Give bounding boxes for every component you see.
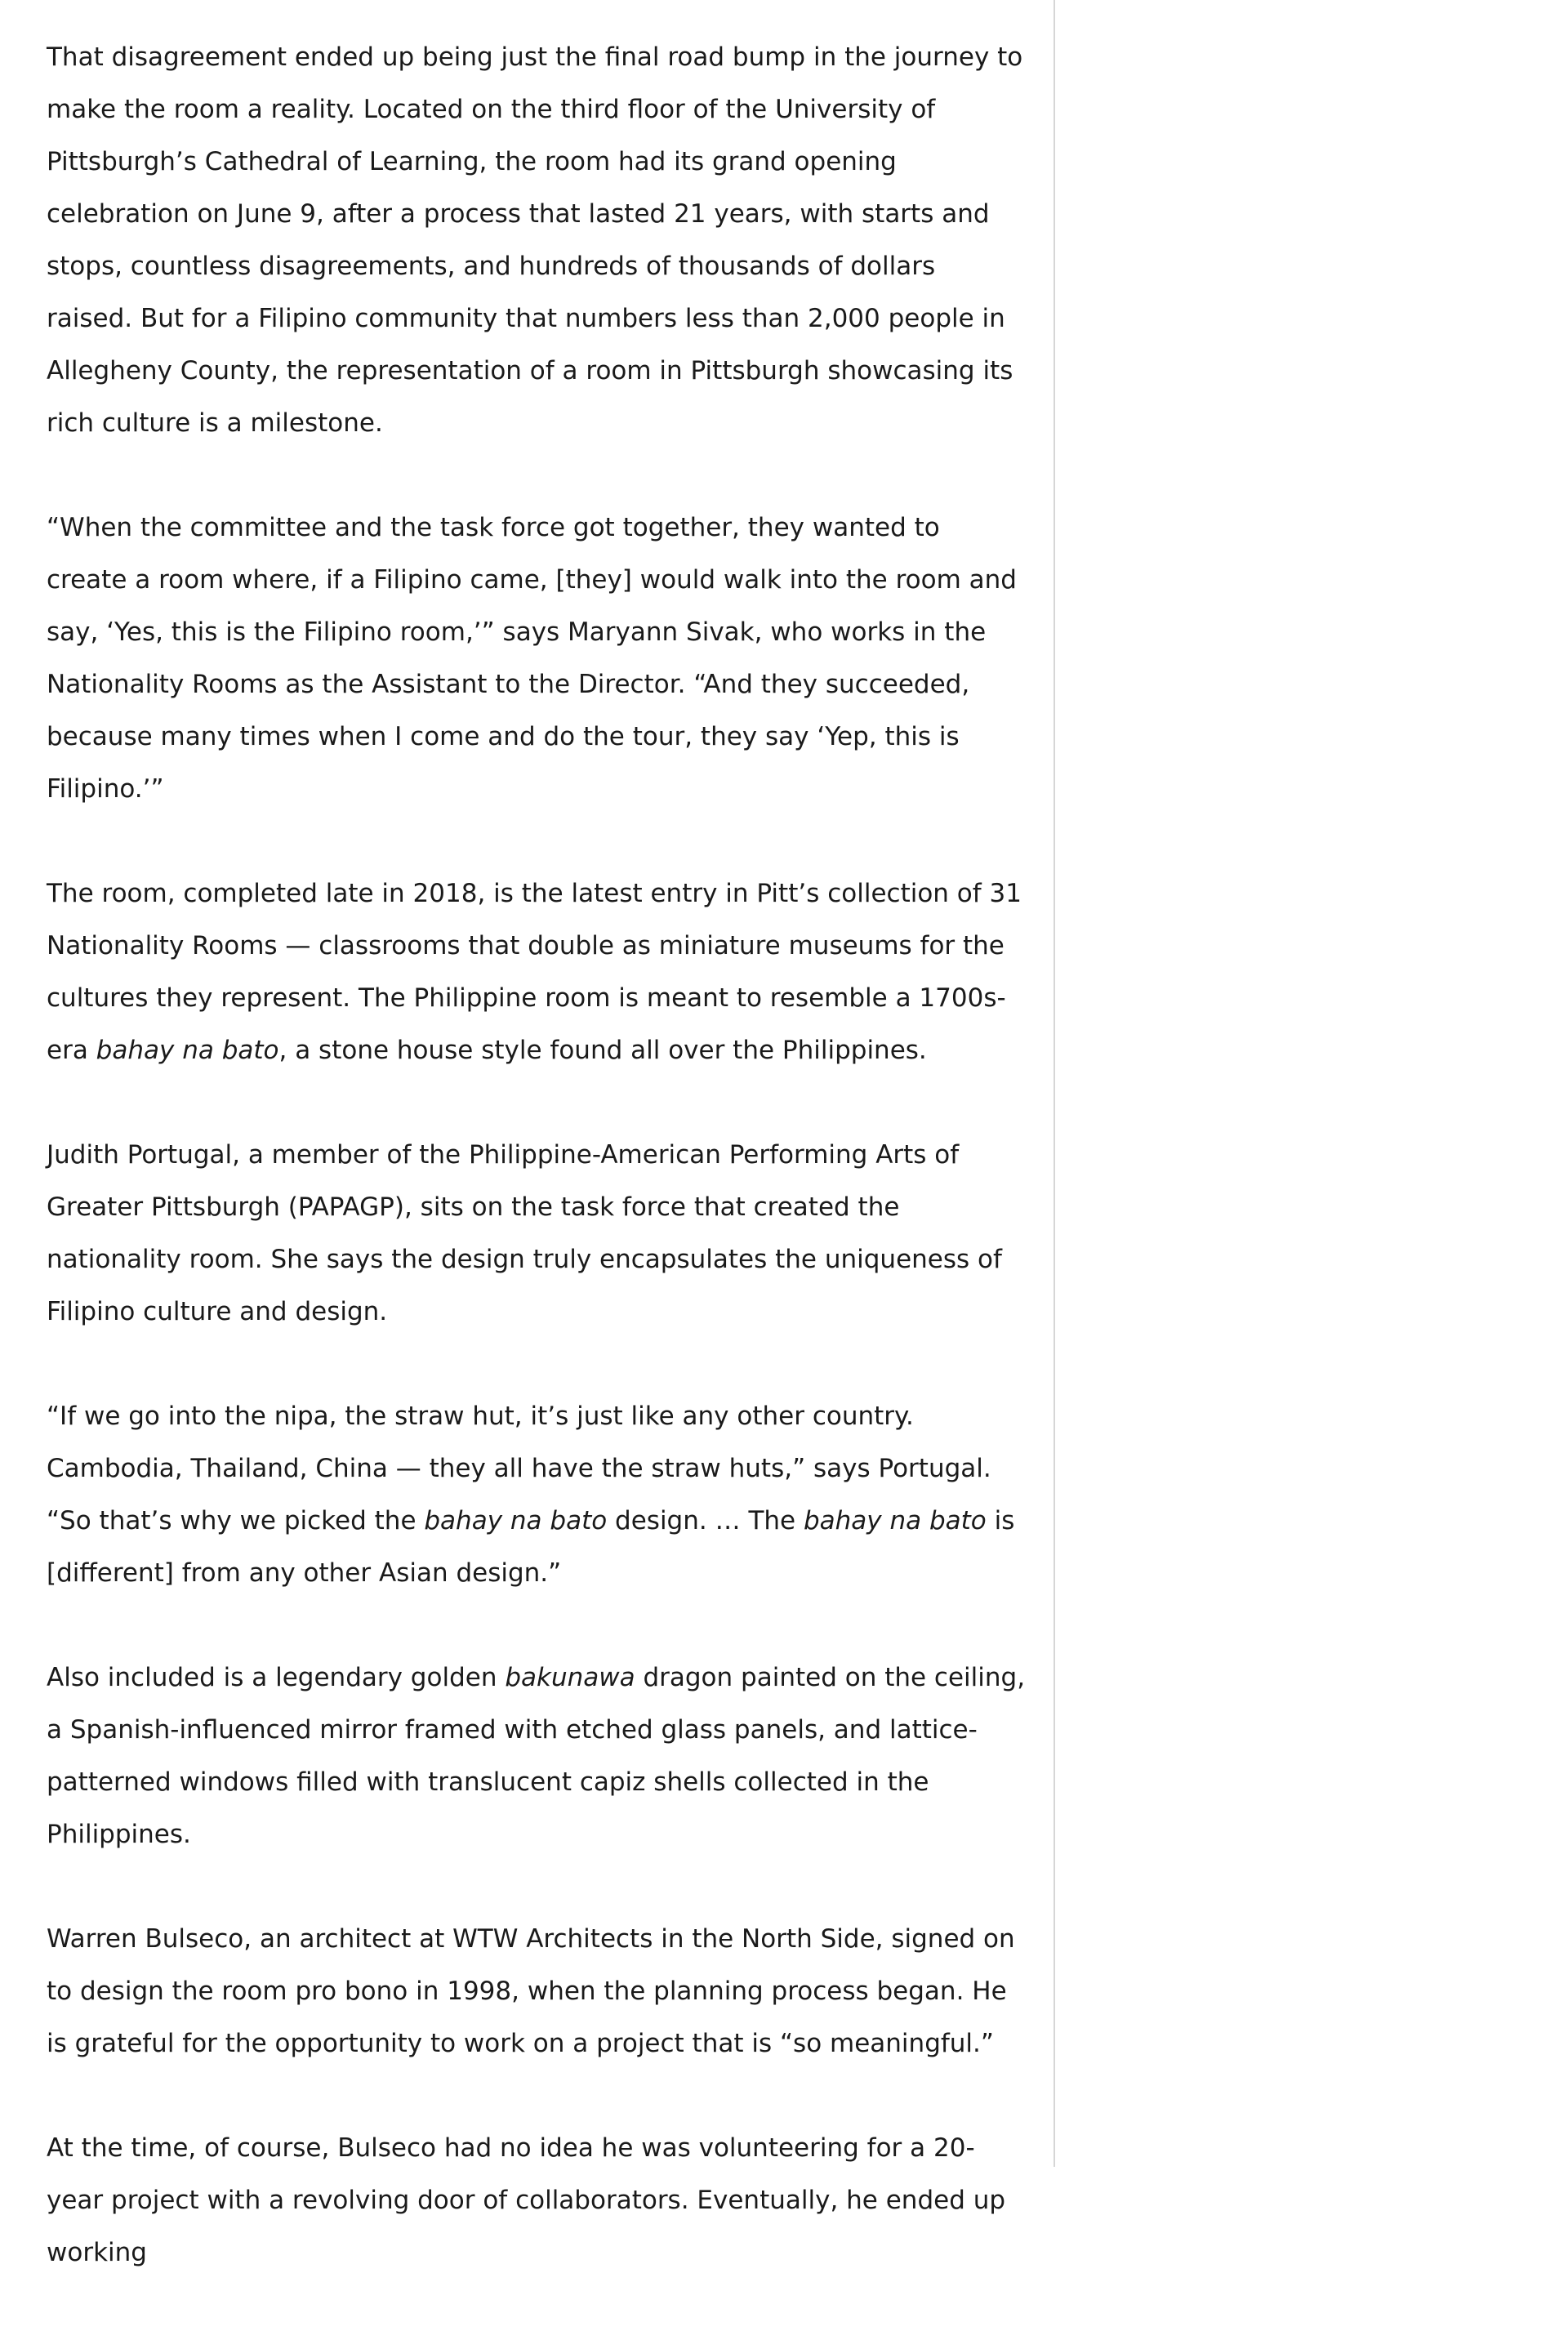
- paragraph-text: At the time, of course, Bulseco had no idea he was volunteering for a 20-year project with a revolving door of collaborators. Eventually, he ended up working: [47, 2133, 1006, 2267]
- paragraph: [47, 1651, 1027, 1861]
- paragraph-text: The room, completed late in 2018, is the latest entry in Pitt’s collection of 31 Nationality Rooms — classrooms that double as miniature museums for the cultures they represent. The Philippine room is meant to resemble a 1700s-era: [47, 879, 1022, 1065]
- paragraph-text: is [different] from any other Asian design.”: [47, 1506, 1015, 1588]
- paragraph: [47, 1129, 1027, 1338]
- paragraph-text: , a stone house style found all over the Philippines.: [278, 1036, 927, 1065]
- italic-term: bahay na bato: [424, 1506, 608, 1535]
- paragraph: [47, 1913, 1027, 2070]
- paragraph: [47, 867, 1027, 1076]
- italic-term: bakunawa: [505, 1663, 635, 1692]
- paragraph: [47, 1390, 1027, 1599]
- article-body: [47, 31, 1027, 2331]
- paragraph-text: “If we go into the nipa, the straw hut, it’s just like any other country. Cambodia, Thailand, China — they all have the straw huts,” says Portugal. “So that’s why we picked the: [47, 1402, 991, 1535]
- sidebar: [1055, 0, 1568, 2167]
- paragraph-text: Also included is a legendary golden: [47, 1663, 506, 1692]
- paragraph-text: Judith Portugal, a member of the Philippine-American Performing Arts of Greater Pittsburgh (PAPAGP), sits on the task force that created the nationality room. She says the design truly encapsulates the uniqueness of Filipino culture and design.: [47, 1140, 1002, 1326]
- paragraph: [47, 31, 1027, 449]
- italic-term: bahay na bato: [96, 1036, 279, 1065]
- paragraph: [47, 501, 1027, 815]
- paragraph: [47, 2122, 1027, 2279]
- paragraph-text: dragon painted on the ceiling, a Spanish-influenced mirror framed with etched glass panels, and lattice-patterned windows filled with translucent capiz shells collected in the Philippines.: [47, 1663, 1026, 1849]
- paragraph-text: “When the committee and the task force got together, they wanted to create a room where, if a Filipino came, [they] would walk into the room and say, ‘Yes, this is the Filipino room,’” says Maryann Sivak, who works in the Nationality Rooms as the Assistant to the Director. “And they succeeded, because many times when I come and do the tour, they say ‘Yep, this is Filipino.’”: [47, 513, 1017, 804]
- paragraph-text: That disagreement ended up being just the final road bump in the journey to make the room a reality. Located on the third floor of the University of Pittsburgh’s Cathedral of Learning, the room had its grand opening celebration on June 9, after a process that lasted 21 years, with starts and stops, countless disagreements, and hundreds of thousands of dollars raised. But for a Filipino community that numbers less than 2,000 people in Allegheny County, the representation of a room in Pittsburgh showcasing its rich culture is a milestone.: [47, 42, 1023, 438]
- italic-term: bahay na bato: [803, 1506, 987, 1535]
- paragraph-text: Warren Bulseco, an architect at WTW Architects in the North Side, signed on to design the room pro bono in 1998, when the planning process began. He is grateful for the opportunity to work on a project that is “so meaningful.”: [47, 1924, 1015, 2058]
- paragraph-text: design. … The: [607, 1506, 804, 1535]
